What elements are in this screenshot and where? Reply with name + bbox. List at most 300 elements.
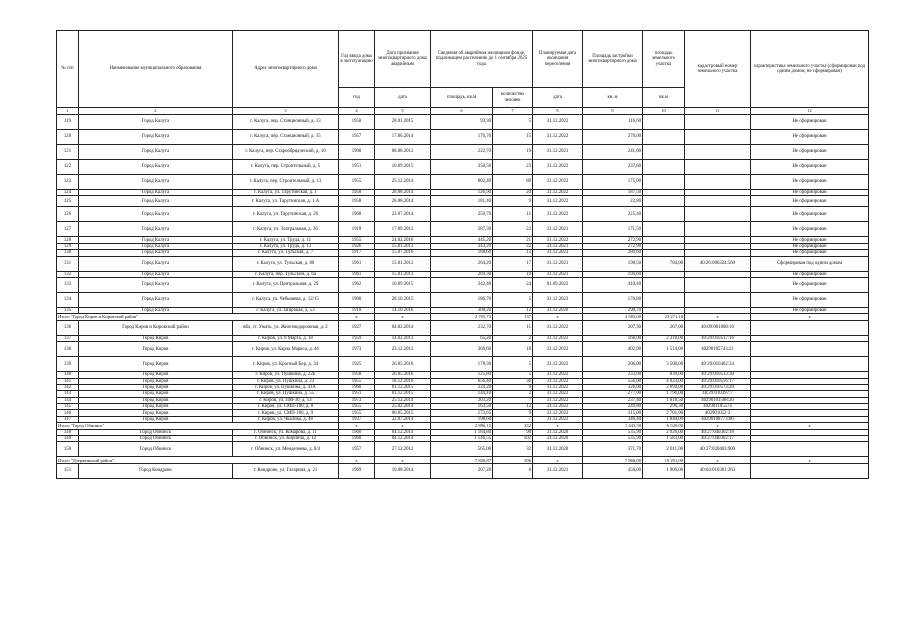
cell-people: 5 (493, 292, 533, 307)
cell-char (751, 320, 869, 335)
cell-plan: 31.12.2021 (533, 222, 583, 237)
cell-plan: 31.12.2020 (533, 436, 583, 442)
subheader-people: количество человек (493, 88, 533, 108)
cell-year: 1958 (339, 115, 375, 130)
subheader-build: кв. м (583, 88, 643, 108)
cell-year: 1951 (339, 160, 375, 175)
cell-plan: 31.12.2020 (533, 429, 583, 435)
cell-plan: 31.12.2022 (533, 190, 583, 196)
cell-build: 176,80 (583, 292, 643, 307)
cell-build: 270,00 (583, 130, 643, 145)
cell-char: Не сформирован (751, 271, 869, 277)
col-number: 6 (431, 108, 493, 115)
cell-num: 134 (57, 292, 79, 307)
cell-plan: 31.12.2022 (533, 335, 583, 341)
cell-build: 241,60 (583, 145, 643, 160)
cell-address: г. Кондрово, ул. Гагарина, д. 21 (233, 463, 339, 478)
subtotal-cell-land: 6 520,00 (643, 423, 685, 429)
cell-mo: Город Калуга (79, 292, 233, 307)
cell-cad: 402901105574 (685, 404, 751, 410)
cell-land: 2 318,00 (643, 335, 685, 341)
subtotal-cell-build: 7 866,00 (583, 457, 643, 463)
cell-cad: 40:29:010537:16 (685, 335, 751, 341)
cell-build: 535,90 (583, 436, 643, 442)
col-number: 3 (233, 108, 339, 115)
cell-plan: 31.12.2022 (533, 175, 583, 190)
cell-address: г. Калуга, ул. Тарутинская, д. 1 А (233, 196, 339, 207)
cell-area: 259,70 (431, 207, 493, 222)
cell-date: 28.08.2014 (375, 196, 431, 207)
cell-mo: Город Калуга (79, 222, 233, 237)
cell-build: 225,40 (583, 207, 643, 222)
cell-people: 36 (493, 378, 533, 384)
cell-people: 9 (493, 196, 533, 207)
cell-area: 232,70 (431, 320, 493, 335)
header-num: № п/п (57, 31, 79, 108)
subtotal-cell-date: x (375, 457, 431, 463)
cell-date: 23.12.2013 (375, 342, 431, 357)
cell-land: 3 500,00 (643, 357, 685, 372)
cell-year: 1957 (339, 130, 375, 145)
cell-land: 839,00 (643, 372, 685, 378)
cell-date: 25.12.2014 (375, 397, 431, 403)
cell-area: 176,70 (431, 130, 493, 145)
cell-date: 04.02.2014 (375, 320, 431, 335)
cell-year: 1955 (339, 410, 375, 416)
cell-num: 139 (57, 357, 79, 372)
cell-date: 14.10.2016 (375, 307, 431, 313)
cell-date: 08.08.2013 (375, 145, 431, 160)
cell-char: Не сформирован (751, 237, 869, 243)
cell-plan: 31.12.2022 (533, 416, 583, 422)
cell-char: Не сформирован (751, 175, 869, 190)
subtotal-cell-cad: x (685, 457, 751, 463)
cell-people: 11 (493, 207, 533, 222)
cell-num: 143 (57, 391, 79, 397)
cell-address: г. Обнинск, ул. Кирпича, д. 13 (233, 436, 339, 442)
cell-num: 136 (57, 320, 79, 335)
cell-cad (685, 207, 751, 222)
cell-area: 144,10 (431, 391, 493, 397)
cell-char: Не сформирован (751, 115, 869, 130)
cell-mo: Город Киров (79, 378, 233, 384)
cell-area: 342,40 (431, 277, 493, 292)
cell-build: 116,60 (583, 115, 643, 130)
cell-build: 535,90 (583, 429, 643, 435)
cell-cad (685, 115, 751, 130)
subtotal-cell-land: 19 291,00 (643, 457, 685, 463)
subtotal-label: Итого "Город Киров и Кировский район" (57, 314, 339, 320)
col-number: 12 (751, 108, 869, 115)
cell-people: 22 (493, 222, 533, 237)
cell-build: 168,00 (583, 335, 643, 341)
cell-plan: 31.12.2022 (533, 391, 583, 397)
cell-build: 277,00 (583, 391, 643, 397)
cell-land: 2 926,00 (643, 429, 685, 435)
cell-num: 130 (57, 250, 79, 256)
table-row (57, 145, 869, 160)
cell-people: 9 (493, 384, 533, 390)
cell-char: Не сформирован (751, 292, 869, 307)
cell-year: 1937 (339, 416, 375, 422)
cell-char: Не сформирован (751, 130, 869, 145)
cell-address: г. Киров, ул. Красный Бор, д. 34 (233, 357, 339, 372)
cell-address: г. Калуга, ул. Тарутинская, д. 26 (233, 207, 339, 222)
cell-address: г. Калуга, ул. Театральная, д. 36 (233, 222, 339, 237)
cell-address: г. Калуга, пер. Старообрядческий, д. 10 (233, 145, 339, 160)
cell-date: 26.05.2016 (375, 357, 431, 372)
cell-land: 2 694,00 (643, 384, 685, 390)
cell-char: Сформирован под одним домом (751, 256, 869, 271)
table-row (57, 442, 869, 457)
cell-people: 9 (493, 410, 533, 416)
col-number: 2 (79, 108, 233, 115)
cell-area: 93,30 (431, 115, 493, 130)
cell-land: 1 840,00 (643, 416, 685, 422)
cell-plan: 31.12.2021 (533, 256, 583, 271)
cell-num: 131 (57, 256, 79, 271)
cell-people: 5 (493, 115, 533, 130)
cell-year: 1900 (339, 292, 375, 307)
cell-address: г. Калуга, пер. Станционный, д. 15 (233, 130, 339, 145)
table-row (57, 357, 869, 372)
housing-table (56, 30, 869, 479)
cell-char: Не сформирован (751, 196, 869, 207)
cell-year: 1955 (339, 404, 375, 410)
header-year: Год ввода дома в эксплуатацию (339, 31, 375, 88)
cell-num: 142 (57, 384, 79, 390)
cell-num: 145 (57, 404, 79, 410)
cell-mo: Город Кондрово (79, 463, 233, 478)
cell-date: 17.09.2013 (375, 222, 431, 237)
cell-mo: Город Киров (79, 372, 233, 378)
cell-date: 28.10.2015 (375, 292, 431, 307)
cell-build: 290,70 (583, 307, 643, 313)
cell-mo: Город Калуга (79, 145, 233, 160)
cell-year: 1955 (339, 237, 375, 243)
cell-num: 141 (57, 378, 79, 384)
cell-build: 402,00 (583, 342, 643, 357)
cell-build: 315,00 (583, 410, 643, 416)
cell-date: 28.08.2014 (375, 190, 431, 196)
cell-num: 124 (57, 190, 79, 196)
cell-address: г. Обнинск, ул. Менделеева, д. 8/4 (233, 442, 339, 457)
cell-date: 10.09.2015 (375, 277, 431, 292)
cell-address: г. Киров, ул. Карла Маркса, д. 46 (233, 342, 339, 357)
cell-date: 24.02.2016 (375, 237, 431, 243)
subtotal-cell-people: 137 (493, 314, 533, 320)
cell-year: 1926 (339, 243, 375, 249)
cell-build: 198,50 (583, 256, 643, 271)
cell-people: 2 (493, 335, 533, 341)
cell-plan: 31.12.2022 (533, 410, 583, 416)
table-row (57, 160, 869, 175)
cell-people: 5 (493, 357, 533, 372)
cell-mo: Город Киров (79, 384, 233, 390)
subtotal-cell-area: 2 896,15 (431, 423, 493, 429)
cell-mo: Город Калуга (79, 130, 233, 145)
header-fund: Сведения об аварийном жилищном фонде, подлежащем расселению до 1 сентября 2025 года (431, 31, 533, 88)
cell-num: 138 (57, 342, 79, 357)
cell-cad (685, 160, 751, 175)
cell-num: 147 (57, 416, 79, 422)
cell-date: 10.09.2015 (375, 160, 431, 175)
cell-date: 25.12.2014 (375, 175, 431, 190)
cell-num: 129 (57, 243, 79, 249)
cell-date: 15.01.2013 (375, 256, 431, 271)
subtotal-cell-year: x (339, 457, 375, 463)
cell-year: 1958 (339, 196, 375, 207)
cell-cad (685, 222, 751, 237)
cell-land: 2 701,00 (643, 410, 685, 416)
cell-mo: Город Калуга (79, 190, 233, 196)
cell-num: 123 (57, 175, 79, 190)
cell-plan: 31.12.2022 (533, 130, 583, 145)
cell-year: 1917 (339, 250, 375, 256)
subtotal-cell-plan: x (533, 314, 583, 320)
subtotal-cell-build: 1 443,50 (583, 423, 643, 429)
cell-char: Не сформирован (751, 250, 869, 256)
cell-date: 17.06.2014 (375, 130, 431, 145)
cell-area: 445,20 (431, 237, 493, 243)
cell-mo: Город Киров (79, 397, 233, 403)
cell-address: г. Киров, ул. Чкалова, д. 48 (233, 416, 339, 422)
cell-address: г. Калуга, ул. Тульская, д. 80 (233, 256, 339, 271)
cell-address: вбл, ст. Ужать, ул. Железнодорожная, д. 2 (233, 320, 339, 335)
subtotal-cell-plan: x (533, 457, 583, 463)
table-row (57, 320, 869, 335)
table-row (57, 130, 869, 145)
col-number: 10 (643, 108, 685, 115)
cell-plan: 31.12.2023 (533, 292, 583, 307)
cell-land: 1 618,50 (643, 397, 685, 403)
cell-plan: 31.12.2022 (533, 357, 583, 372)
cell-date: 06.05.2015 (375, 410, 431, 416)
cell-area: 565,00 (431, 442, 493, 457)
cell-cad: 40:27:020403:900 (685, 442, 751, 457)
cell-date: 28.01.2015 (375, 115, 431, 130)
cell-plan: 31.12.2021 (533, 463, 583, 478)
cell-num: 128 (57, 237, 79, 243)
cell-build: 371,70 (583, 442, 643, 457)
cell-mo: Город Обнинск (79, 436, 233, 442)
cell-year: 1961 (339, 256, 375, 271)
cell-num: 119 (57, 115, 79, 130)
table-row (57, 256, 869, 271)
cell-plan: 31.12.2022 (533, 378, 583, 384)
cell-mo: Город Калуга (79, 307, 233, 313)
cell-land: 2 011,00 (643, 442, 685, 457)
cell-land (643, 175, 685, 190)
cell-cad (685, 292, 751, 307)
subtotal-cell-char: x (751, 457, 869, 463)
cell-area: 224,20 (431, 384, 493, 390)
cell-date: 04.12.2014 (375, 436, 431, 442)
cell-date: 19.08.2014 (375, 463, 431, 478)
cell-cad (685, 196, 751, 207)
cell-year: 1959 (339, 335, 375, 341)
cell-land (643, 222, 685, 237)
cell-date: 01.12.2015 (375, 384, 431, 390)
cell-date: 01.12.2015 (375, 391, 431, 397)
cell-address: г. Киров, ул. СМП-100, д. 8 (233, 404, 339, 410)
cell-address: г. Калуга, пер. Тульский, д. 6а (233, 271, 339, 277)
cell-cad (685, 175, 751, 190)
cell-mo: Город Калуга (79, 277, 233, 292)
cell-people: 32 (493, 442, 533, 457)
cell-land: 1 514,00 (643, 342, 685, 357)
cell-area: 203,20 (431, 397, 493, 403)
cell-mo: Город Киров (79, 342, 233, 357)
cell-cad (685, 130, 751, 145)
cell-year: 1962 (339, 277, 375, 292)
cell-people: 18 (493, 342, 533, 357)
cell-char: Не сформирован (751, 243, 869, 249)
col-number: 1 (57, 108, 79, 115)
cell-mo: Город Калуга (79, 256, 233, 271)
table-row (57, 277, 869, 292)
cell-cad: 402901052:3 (685, 410, 751, 416)
cell-plan: 31.12.2022 (533, 384, 583, 390)
header-build: Площадь застройки многоквартирного дома (583, 31, 643, 88)
cell-area: 178,30 (431, 357, 493, 372)
cell-build: 22,80 (583, 196, 643, 207)
table-row (57, 115, 869, 130)
cell-mo: Город Калуга (79, 250, 233, 256)
cell-build: 450,00 (583, 463, 643, 478)
cell-address: г. Калуга, пер. Строительный, д. 5 (233, 160, 339, 175)
cell-plan: 31.12.2022 (533, 320, 583, 335)
cell-land (643, 145, 685, 160)
cell-year: 1927 (339, 320, 375, 335)
cell-build: 194,60 (583, 271, 643, 277)
cell-area: 198,60 (431, 416, 493, 422)
cell-num: 149 (57, 436, 79, 442)
cell-mo: Город Калуга (79, 196, 233, 207)
cell-address: г. Киров, ул. 8 Марта, д. 18 (233, 335, 339, 341)
cell-people: 98 (493, 429, 533, 435)
cell-cad: 40:29:010533:30 (685, 372, 751, 378)
cell-num: 144 (57, 397, 79, 403)
cell-plan: 31.12.2022 (533, 397, 583, 403)
cell-address: г. Киров, ул. ПМ-30, д. 13 (233, 397, 339, 403)
table-row (57, 292, 869, 307)
cell-land: 784,00 (643, 256, 685, 271)
col-number: 11 (685, 108, 751, 115)
cell-char: Не сформирован (751, 160, 869, 175)
header-date: Дата признания многоквартирного дома аварийным (375, 31, 431, 88)
cell-char: Не сформирован (751, 207, 869, 222)
cell-cad: 40:27:040302:17 (685, 436, 751, 442)
cell-year: 1960 (339, 436, 375, 442)
cell-address: г. Киров, ул. Пушкина, д. 55 (233, 391, 339, 397)
cell-char: Не сформирован (751, 190, 869, 196)
cell-year: 1925 (339, 357, 375, 372)
cell-land: 267,00 (643, 320, 685, 335)
cell-date: 15.07.2016 (375, 250, 431, 256)
cell-char (751, 463, 869, 478)
cell-num: 140 (57, 372, 79, 378)
document-sheet (56, 30, 868, 479)
cell-cad: 40:27:040302:18 (685, 429, 751, 435)
cell-build: 272,90 (583, 237, 643, 243)
cell-people: 15 (493, 130, 533, 145)
cell-area: 163,50 (431, 404, 493, 410)
cell-plan: 01.09.2022 (533, 277, 583, 292)
cell-year: 1918 (339, 307, 375, 313)
cell-address: г. Калуга, пер. Строительный, д. 13 (233, 175, 339, 190)
subtotal-cell-year: x (339, 314, 375, 320)
cell-address: г. Калуга, ул. Труда, д. 11 (233, 237, 339, 243)
cell-num: 120 (57, 130, 79, 145)
cell-address: г. Калуга, ул. Тульская, д. 7 (233, 250, 339, 256)
cell-build: 233,00 (583, 372, 643, 378)
cell-area: 186,70 (431, 292, 493, 307)
cell-mo: Город Киров (79, 335, 233, 341)
cell-area: 1 146,55 (431, 436, 493, 442)
cell-address: г. Киров, ул. СМП-100, д. 9 (233, 410, 339, 416)
subtotal-label: Итого "Город Обнинск" (57, 423, 339, 429)
cell-year: 1958 (339, 372, 375, 378)
cell-address: г. Киров, ул. Пушкина, д. 23 (233, 378, 339, 384)
cell-plan: 31.12.2021 (533, 271, 583, 277)
cell-year: 1960 (339, 384, 375, 390)
cell-area: 181,40 (431, 196, 493, 207)
subtotal-cell-date: x (375, 314, 431, 320)
subtotal-cell-cad: x (685, 423, 751, 429)
cell-num: 127 (57, 222, 79, 237)
cell-land (643, 115, 685, 130)
cell-year: 1951 (339, 391, 375, 397)
cell-area: 350,50 (431, 160, 493, 175)
cell-date: 04.12.2014 (375, 429, 431, 435)
cell-people: 7 (493, 397, 533, 403)
subtotal-cell-char: x (751, 314, 869, 320)
header-cad: кадастровый номер земельного участка (685, 31, 751, 108)
cell-num: 150 (57, 442, 79, 457)
cell-cad: 40:26:000324:560 (685, 256, 751, 271)
cell-num: 125 (57, 196, 79, 207)
cell-cad: 40290108773:86 (685, 416, 751, 422)
cell-land: 4 023,00 (643, 378, 685, 384)
cell-people: 22 (493, 243, 533, 249)
cell-area: 264,20 (431, 256, 493, 271)
cell-date: 27.12.2012 (375, 442, 431, 457)
cell-mo: Город Обнинск (79, 429, 233, 435)
cell-build: 171,50 (583, 222, 643, 237)
cell-area: 222,70 (431, 145, 493, 160)
table-body (57, 31, 869, 479)
cell-year: 1973 (339, 397, 375, 403)
cell-mo: Город Киров (79, 404, 233, 410)
cell-num: 146 (57, 410, 79, 416)
table-row (57, 175, 869, 190)
subtotal-cell-char: x (751, 423, 869, 429)
cell-char: Не сформирован (751, 145, 869, 160)
cell-people: 2 (493, 391, 533, 397)
cell-date: 26.05.2016 (375, 372, 431, 378)
cell-cad: 40:29:010573:20 (685, 384, 751, 390)
cell-people: 24 (493, 277, 533, 292)
cell-area: 802,40 (431, 175, 493, 190)
cell-area: 360,60 (431, 342, 493, 357)
cell-people: 80 (493, 175, 533, 190)
cell-build: 326,00 (583, 384, 643, 390)
cell-people: 11 (493, 320, 533, 335)
cell-mo: Город Калуга (79, 175, 233, 190)
subtotal-cell-year: x (339, 423, 375, 429)
cell-land (643, 292, 685, 307)
